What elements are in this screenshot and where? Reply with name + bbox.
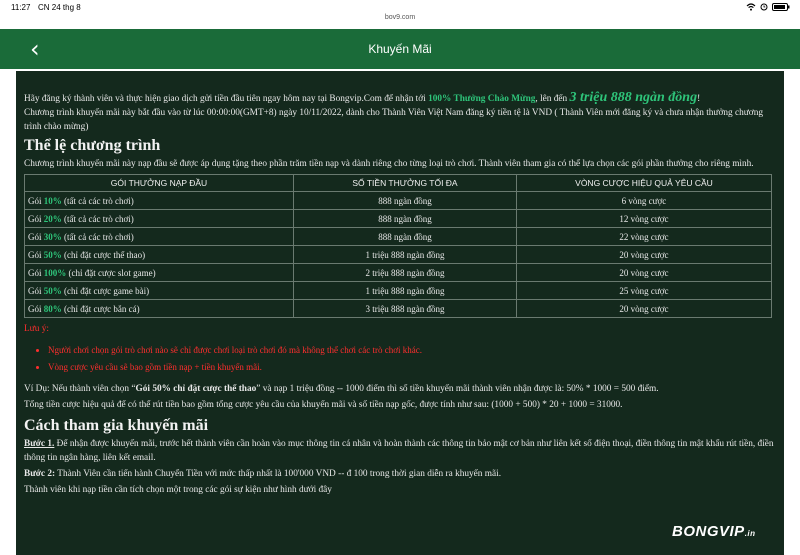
rounds-cell: 12 vòng cược bbox=[517, 210, 772, 228]
package-note: (chỉ đặt cược game bài) bbox=[61, 285, 150, 296]
package-percent: 100% bbox=[43, 267, 67, 278]
max-bonus-cell: 3 triệu 888 ngàn đồng bbox=[294, 300, 517, 318]
package-percent: 30% bbox=[43, 231, 62, 242]
status-icons bbox=[746, 3, 790, 13]
wifi-icon bbox=[746, 3, 756, 13]
rules-description: Chương trình khuyến mãi này nạp đầu sẽ được áp dụng tặng theo phần trăm tiền nạp và dành riêng cho từng loại trò chơi. Thành viên tham gia có thể lựa chọn các gói phần thưởng cho riêng mình. bbox=[24, 159, 754, 169]
package-cell bbox=[25, 300, 294, 318]
package-cell bbox=[25, 282, 294, 300]
package-note: (chỉ đặt cược slot game) bbox=[66, 267, 156, 278]
example-text: Ví Dụ: Nếu thành viên chọn “ bbox=[24, 384, 136, 394]
bongvip-logo bbox=[672, 523, 756, 540]
table-row bbox=[25, 246, 772, 264]
battery-icon bbox=[772, 3, 790, 13]
intro-text: Hãy đăng ký thành viên và thực hiện giao dịch gửi tiền đầu tiên ngay hôm nay tại Bongvip.Com để nhận tới bbox=[24, 94, 429, 104]
page-header bbox=[0, 29, 800, 69]
package-prefix: Gói bbox=[28, 303, 44, 314]
example-text-2: ” và nạp 1 triệu đồng -- 1000 điểm thì số tiền khuyến mãi thành viên nhận được là: 50% * 1000 = 500 điểm. bbox=[256, 384, 659, 394]
content-wrapper bbox=[0, 69, 800, 555]
promo-content[interactable] bbox=[16, 71, 784, 555]
package-cell bbox=[25, 228, 294, 246]
package-prefix: Gói bbox=[28, 267, 44, 278]
table-header-max: SỐ TIỀN THƯỞNG TỐI ĐA bbox=[294, 175, 517, 192]
package-percent: 80% bbox=[43, 303, 62, 314]
package-note: (tất cả các trò chơi) bbox=[61, 231, 134, 242]
example-line-2: Tổng tiền cược hiệu quả để có thể rút tiền bao gồm tổng cược yêu cầu của khuyến mãi và số tiền nạp gốc, được tính như sau: (1000 + 500) * 20 + 1000 = 31000. bbox=[24, 400, 623, 410]
intro-highlight-bonus: 100% Thưởng Chào Mừng bbox=[428, 94, 536, 104]
max-bonus-cell: 1 triệu 888 ngàn đồng bbox=[294, 246, 517, 264]
table-row bbox=[25, 210, 772, 228]
table-row bbox=[25, 228, 772, 246]
step-2-label: Bước 2: bbox=[24, 469, 56, 479]
intro-start-info: Chương trình khuyến mãi này bắt đầu vào từ lúc 00:00:00(GMT+8) ngày 10/11/2022, dành cho Thành Viên Việt Nam đăng ký tiền tệ là VND ( Thành Viên mới đăng ký và chưa nhận thưởng chương trình chào mừng) bbox=[24, 108, 764, 132]
step-1-text: Để nhận được khuyến mãi, trước hết thành viên cần hoàn vào mục thông tin cá nhân và hoàn thành các thông tin bảo mật cơ bản như liên kết số điện thoại, điền thông tin mật khẩu rút tiền, điền thông tin ngân hàng, liên kết email. bbox=[24, 439, 774, 463]
package-percent: 50% bbox=[43, 249, 62, 260]
rounds-cell: 20 vòng cược bbox=[517, 264, 772, 282]
table-row bbox=[25, 300, 772, 318]
max-bonus-cell: 1 triệu 888 ngàn đồng bbox=[294, 282, 517, 300]
package-note: (tất cả các trò chơi) bbox=[61, 195, 134, 206]
package-percent: 10% bbox=[43, 195, 62, 206]
rules-heading: Thể lệ chương trình bbox=[24, 137, 161, 154]
rounds-cell: 6 vòng cược bbox=[517, 192, 772, 210]
step-2-text: Thành Viên cần tiến hành Chuyển Tiền với mức thấp nhất là 100'000 VND -- đ 100 trong thời gian diễn ra khuyến mãi. bbox=[55, 469, 502, 479]
status-date: CN 24 thg 8 bbox=[38, 3, 81, 12]
max-bonus-cell: 888 ngàn đồng bbox=[294, 210, 517, 228]
table-header-row bbox=[25, 175, 772, 192]
intro-exclaim: ! bbox=[697, 94, 701, 104]
table-header-rounds: VÒNG CƯỢC HIỆU QUẢ YÊU CẦU bbox=[517, 175, 772, 192]
step-1 bbox=[24, 437, 776, 465]
intro-paragraph bbox=[24, 91, 776, 106]
note-label: Lưu ý: bbox=[24, 324, 49, 334]
package-prefix: Gói bbox=[28, 195, 44, 206]
status-time: 11:27 bbox=[11, 3, 31, 12]
rounds-cell: 22 vòng cược bbox=[517, 228, 772, 246]
join-heading: Cách tham gia khuyến mãi bbox=[24, 417, 209, 434]
package-note: (chỉ đặt cược thể thao) bbox=[61, 249, 146, 260]
chevron-left-icon: ‹ bbox=[30, 35, 40, 63]
package-prefix: Gói bbox=[28, 213, 44, 224]
max-bonus-cell: 888 ngàn đồng bbox=[294, 228, 517, 246]
package-cell bbox=[25, 246, 294, 264]
step-2 bbox=[24, 467, 776, 481]
logo-suffix: .in bbox=[744, 529, 756, 538]
page-title: Khuyến Mãi bbox=[368, 42, 432, 56]
intro-text-2: , lên đến bbox=[535, 94, 570, 104]
notes-list bbox=[24, 342, 776, 376]
table-row bbox=[25, 192, 772, 210]
max-bonus-cell: 888 ngàn đồng bbox=[294, 192, 517, 210]
step-1-label: Bước 1. bbox=[24, 439, 55, 449]
table-row bbox=[25, 264, 772, 282]
intro-highlight-amount: 3 triệu 888 ngàn đồng bbox=[569, 90, 698, 105]
browser-url[interactable]: bov9.com bbox=[384, 14, 416, 21]
table-header-package: GÓI THƯỞNG NẠP ĐẦU bbox=[25, 175, 294, 192]
rounds-cell: 25 vòng cược bbox=[517, 282, 772, 300]
package-cell bbox=[25, 192, 294, 210]
max-bonus-cell: 2 triệu 888 ngàn đồng bbox=[294, 264, 517, 282]
logo-text: BONGVIP bbox=[672, 523, 745, 540]
package-note: (chỉ đặt cược bắn cá) bbox=[61, 303, 140, 314]
package-cell bbox=[25, 264, 294, 282]
rounds-cell: 20 vòng cược bbox=[517, 246, 772, 264]
package-percent: 50% bbox=[43, 285, 62, 296]
alarm-icon bbox=[760, 3, 768, 13]
package-prefix: Gói bbox=[28, 285, 44, 296]
package-cell bbox=[25, 210, 294, 228]
step-3: Thành viên khi nạp tiền cần tích chọn một trong các gói sự kiện như hình dưới đây bbox=[24, 485, 332, 495]
package-percent: 20% bbox=[43, 213, 62, 224]
list-item: • Người chơi chọn gói trò chơi nào sẽ chỉ được chơi loại trò chơi đó mà không thể chơi các trò chơi khác. bbox=[48, 342, 776, 359]
table-row bbox=[25, 282, 772, 300]
package-prefix: Gói bbox=[28, 231, 44, 242]
bonus-table bbox=[24, 174, 772, 318]
list-item: • Vòng cược yêu cầu sẽ bao gồm tiền nạp + tiền khuyến mãi. bbox=[48, 359, 776, 376]
example-bold: Gói 50% chỉ đặt cược thể thao bbox=[135, 384, 257, 394]
rounds-cell: 20 vòng cược bbox=[517, 300, 772, 318]
package-note: (tất cả các trò chơi) bbox=[61, 213, 134, 224]
package-prefix: Gói bbox=[28, 249, 44, 260]
example-line-1 bbox=[24, 382, 776, 396]
